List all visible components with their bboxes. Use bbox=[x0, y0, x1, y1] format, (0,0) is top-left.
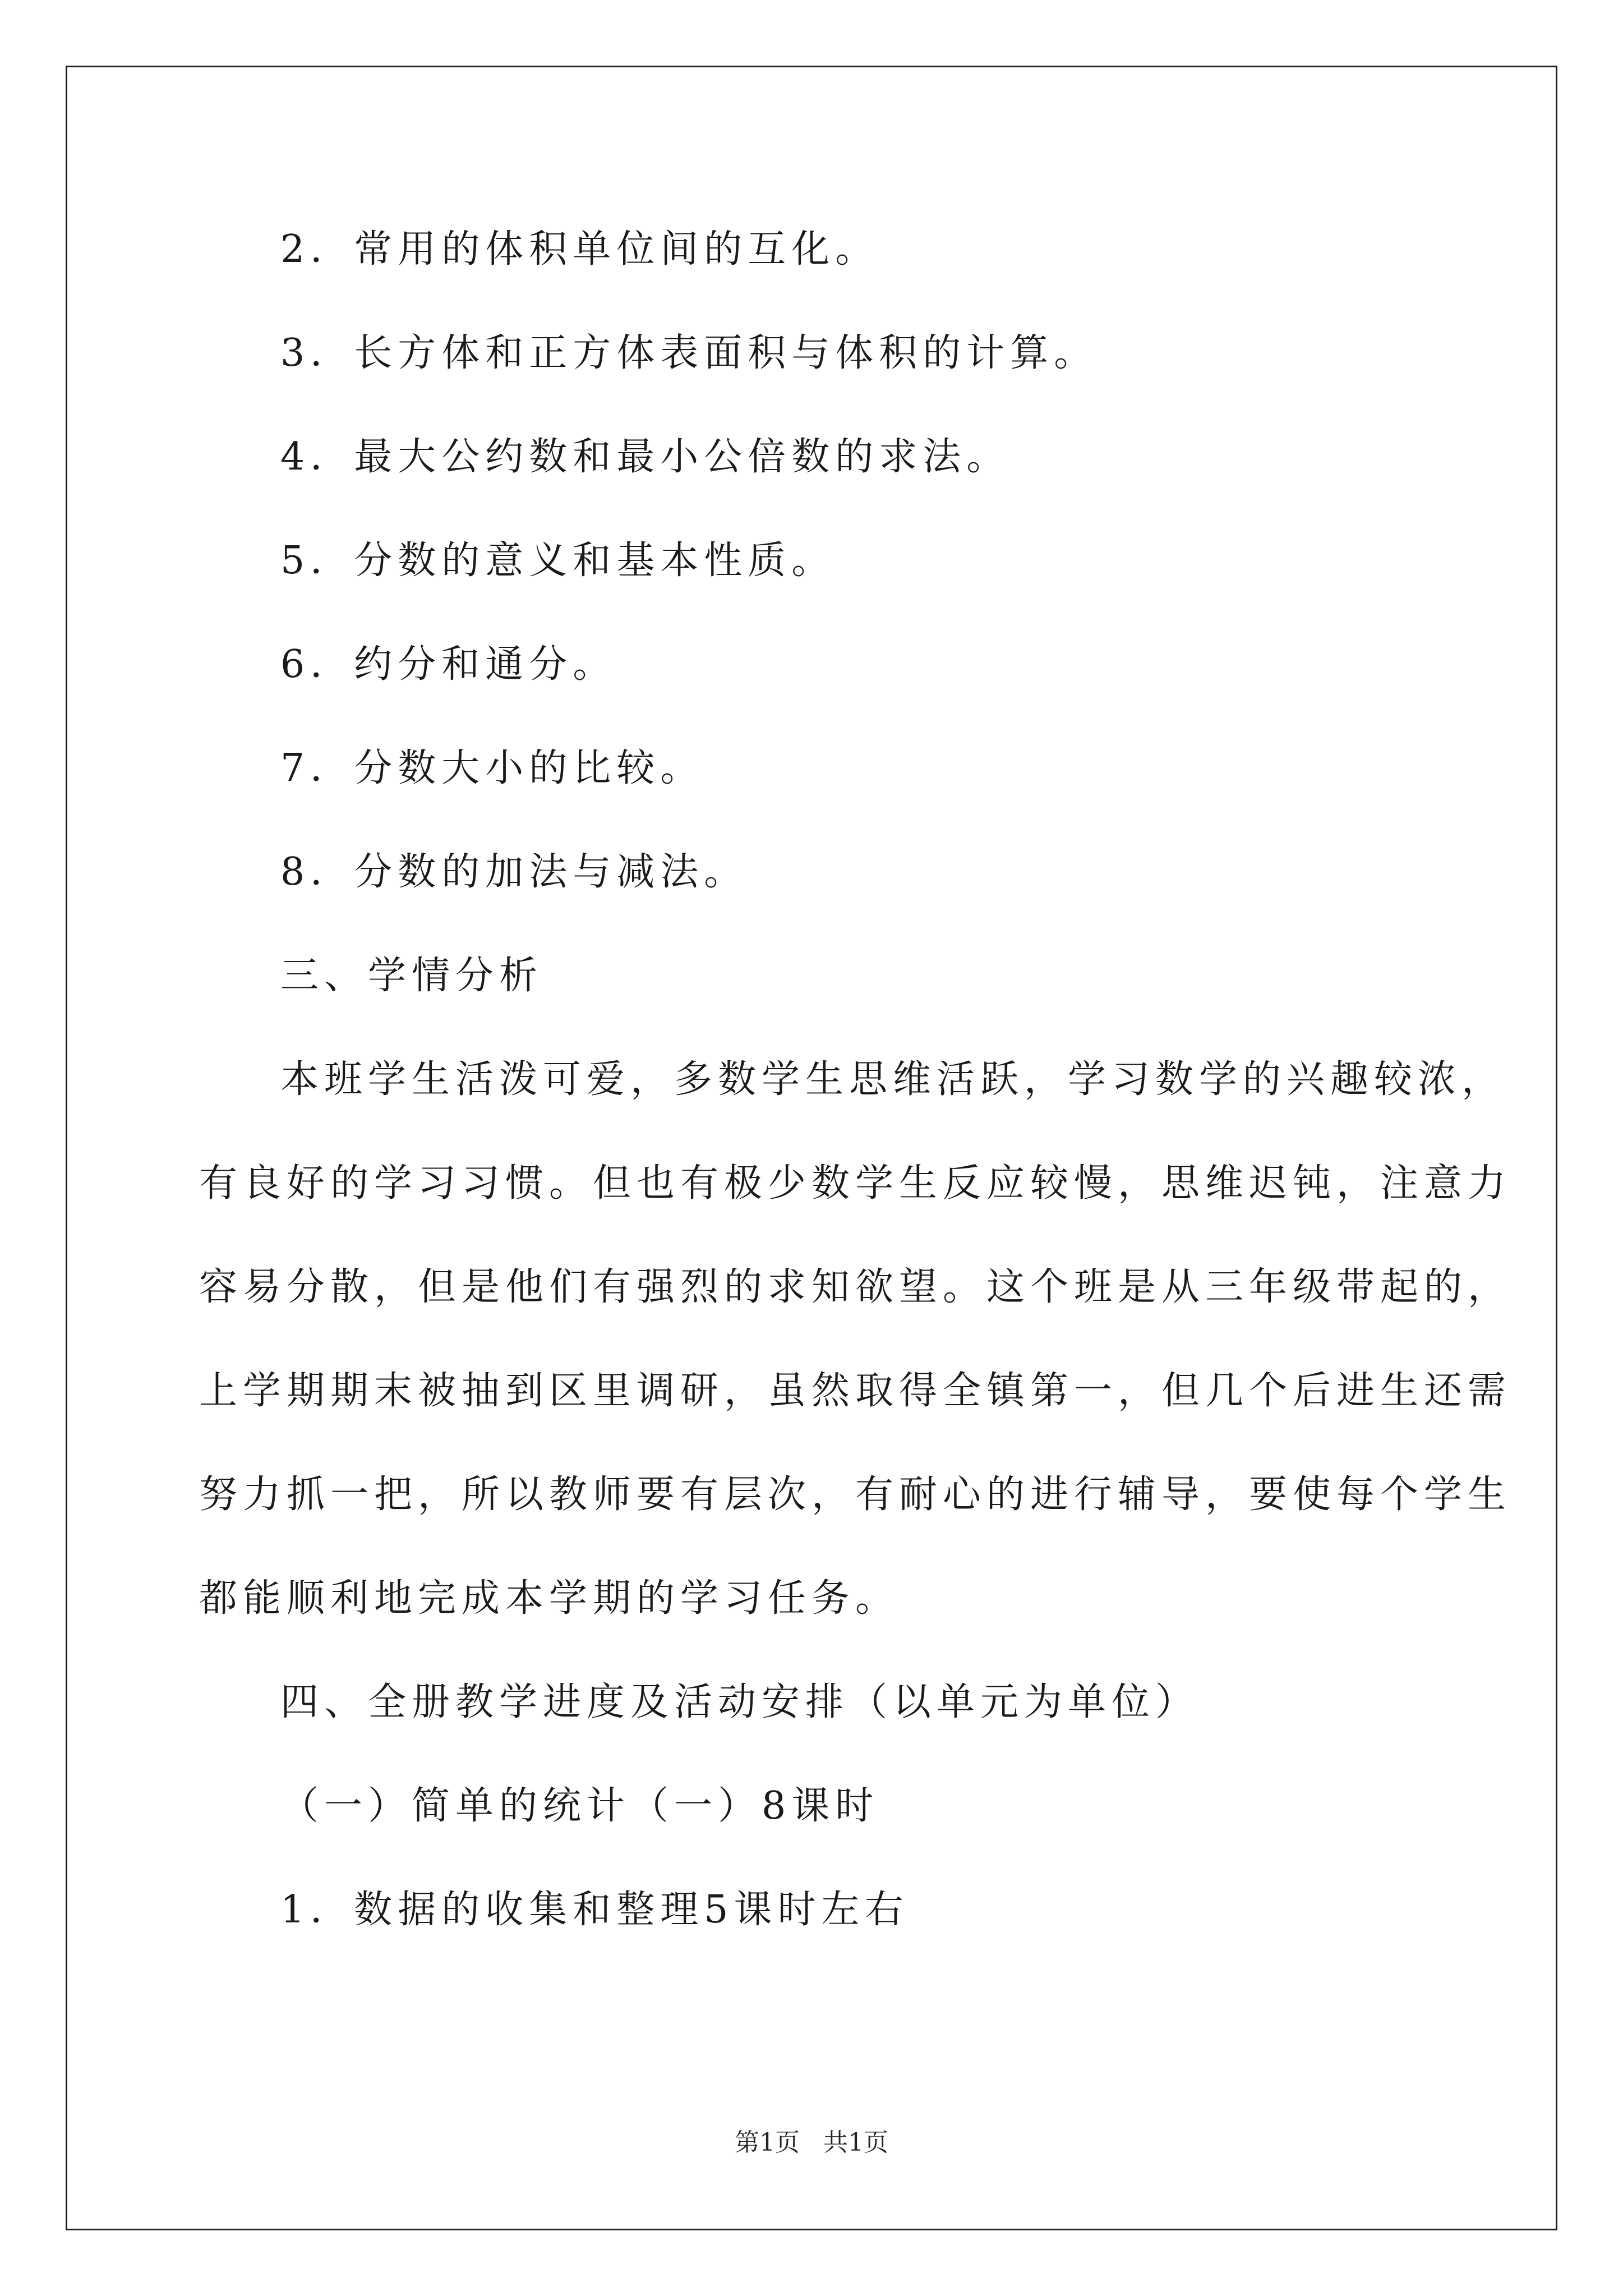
paragraph-line: 有良好的学习习惯。但也有极少数学生反应较慢，思维迟钝，注意力 bbox=[199, 1161, 1512, 1205]
list-item-6: 6．约分和通分。 bbox=[280, 642, 617, 687]
list-item-7: 7．分数大小的比较。 bbox=[280, 746, 704, 790]
paragraph-line: 上学期期末被抽到区里调研，虽然取得全镇第一，但几个后进生还需 bbox=[199, 1369, 1512, 1413]
paragraph-line: 努力抓一把，所以教师要有层次，有耐心的进行辅导，要使每个学生 bbox=[199, 1473, 1512, 1517]
section-heading-schedule: 四、全册教学进度及活动安排（以单元为单位） bbox=[280, 1680, 1200, 1724]
list-item-8: 8．分数的加法与减法。 bbox=[280, 850, 748, 894]
list-item-3: 3．长方体和正方体表面积与体积的计算。 bbox=[280, 331, 1098, 375]
list-item-5: 5．分数的意义和基本性质。 bbox=[280, 539, 836, 583]
list-item-4: 4．最大公约数和最小公倍数的求法。 bbox=[280, 435, 1011, 479]
subsection-heading-statistics: （一）简单的统计（一）8课时 bbox=[280, 1784, 879, 1828]
paragraph-line: 本班学生活泼可爱，多数学生思维活跃，学习数学的兴趣较浓， bbox=[280, 1057, 1506, 1102]
document-body bbox=[199, 222, 1512, 1986]
paragraph-line: 都能顺利地完成本学期的学习任务。 bbox=[199, 1576, 900, 1621]
list-item-1: 1．数据的收集和整理5课时左右 bbox=[280, 1888, 909, 1932]
page-footer: 第1页 共1页 bbox=[735, 2128, 888, 2157]
list-item-2: 2．常用的体积单位间的互化。 bbox=[280, 227, 879, 272]
section-heading-analysis: 三、学情分析 bbox=[280, 954, 543, 998]
paragraph-line: 容易分散，但是他们有强烈的求知欲望。这个班是从三年级带起的， bbox=[199, 1265, 1512, 1309]
